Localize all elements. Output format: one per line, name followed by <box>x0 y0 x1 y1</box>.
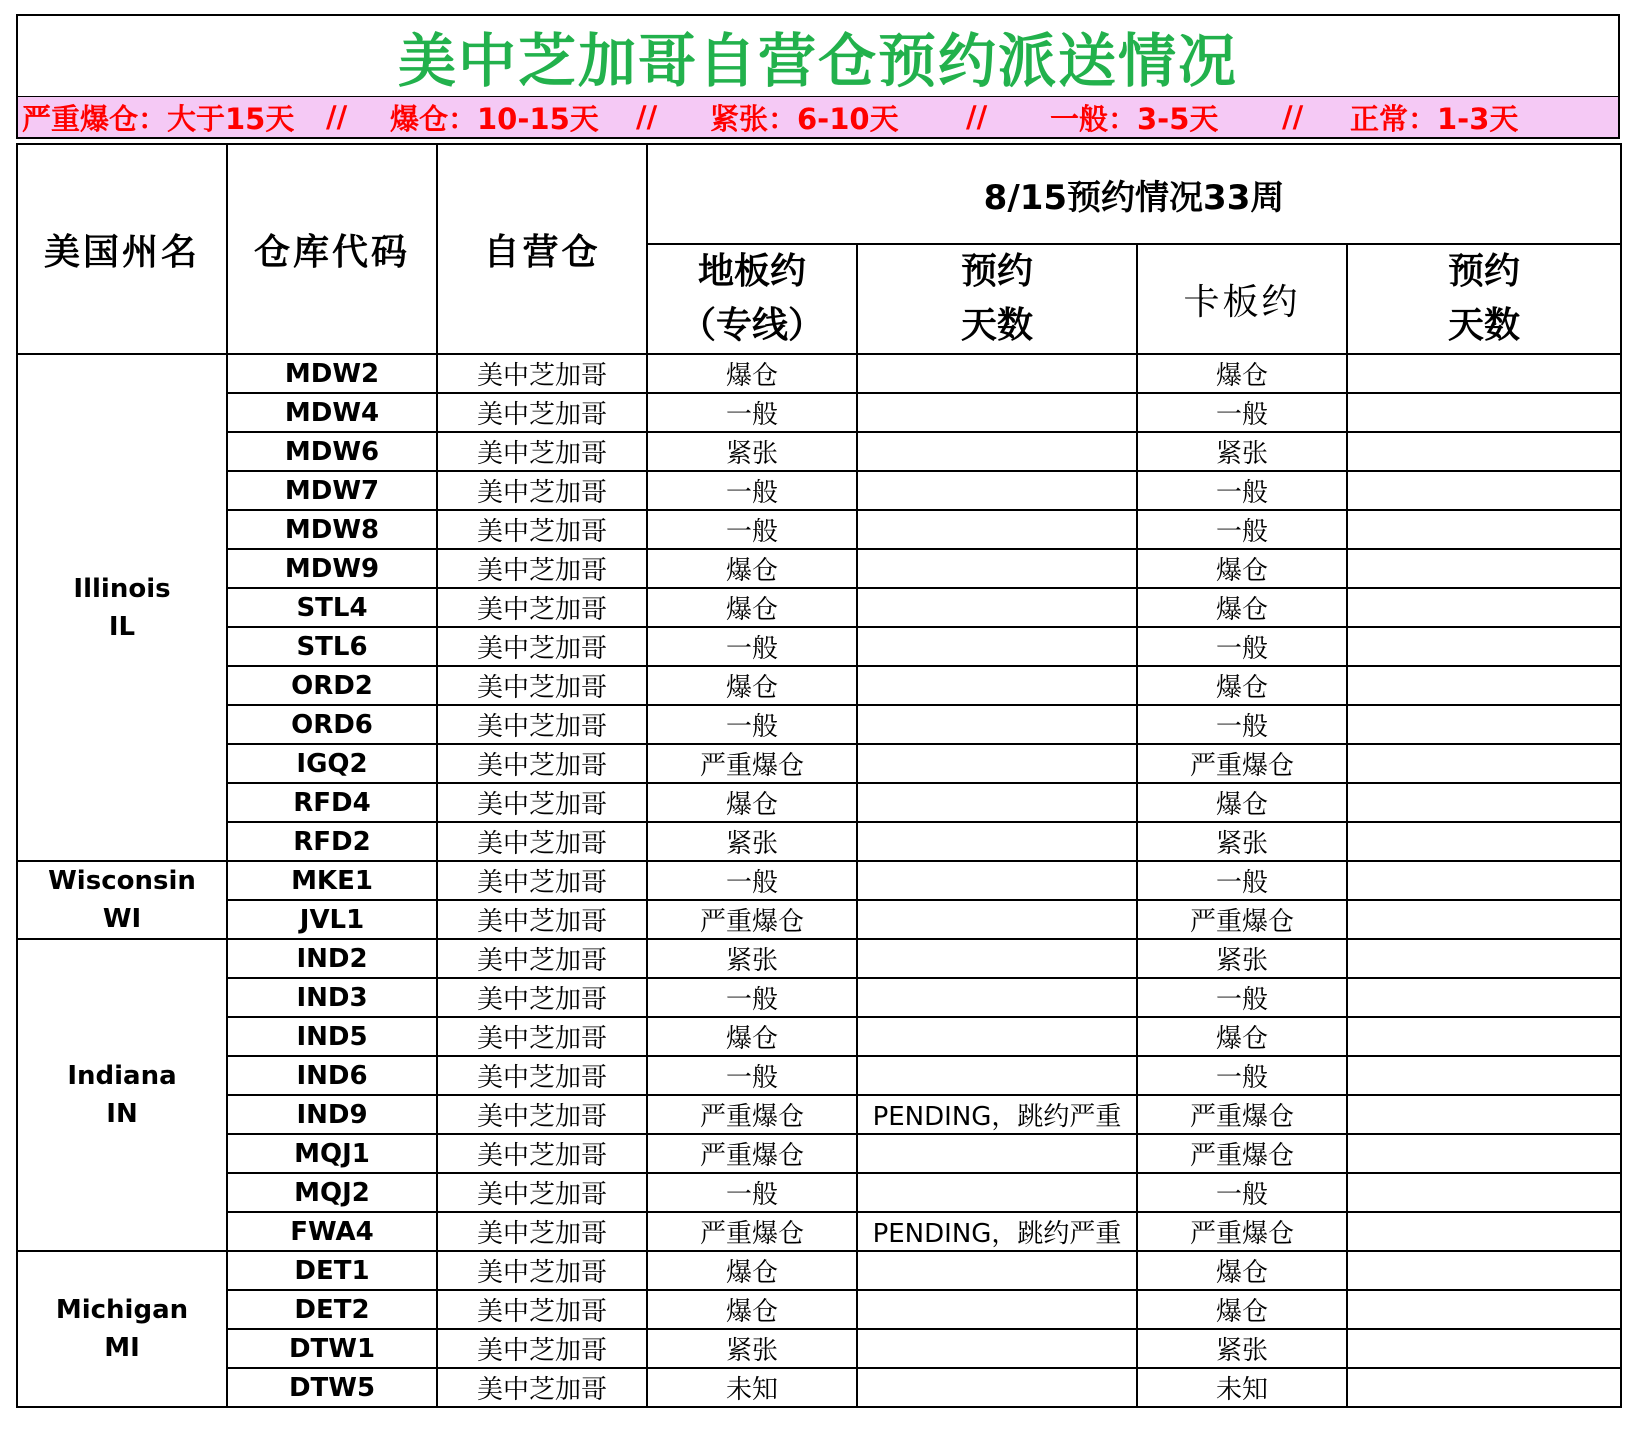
warehouse-code: DTW1 <box>227 1329 437 1368</box>
floor-status: 一般 <box>647 510 857 549</box>
floor-days <box>857 822 1137 861</box>
floor-days <box>857 1017 1137 1056</box>
pallet-status: 严重爆仓 <box>1137 1212 1347 1251</box>
legend-separator: // <box>966 100 988 134</box>
pallet-status: 严重爆仓 <box>1137 744 1347 783</box>
warehouse-code: MKE1 <box>227 861 437 900</box>
warehouse-name: 美中芝加哥 <box>437 549 647 588</box>
warehouse-name: 美中芝加哥 <box>437 1212 647 1251</box>
table-row <box>17 978 1621 1017</box>
warehouse-name: 美中芝加哥 <box>437 1251 647 1290</box>
legend-severe: 严重爆仓：大于15天 <box>22 101 295 136</box>
header-code: 仓库代码 <box>227 144 437 354</box>
floor-days <box>857 549 1137 588</box>
pallet-days <box>1347 744 1621 783</box>
pallet-days <box>1347 627 1621 666</box>
warehouse-name: 美中芝加哥 <box>437 705 647 744</box>
table-row <box>17 1251 1621 1290</box>
table-row <box>17 1290 1621 1329</box>
floor-days <box>857 1056 1137 1095</box>
table-row <box>17 666 1621 705</box>
pallet-days <box>1347 1017 1621 1056</box>
pallet-status: 紧张 <box>1137 822 1347 861</box>
warehouse-code: MDW7 <box>227 471 437 510</box>
warehouse-code: STL6 <box>227 627 437 666</box>
warehouse-code: MDW8 <box>227 510 437 549</box>
legend-separator: // <box>1282 100 1304 134</box>
pallet-days <box>1347 783 1621 822</box>
floor-days <box>857 1290 1137 1329</box>
warehouse-code: RFD4 <box>227 783 437 822</box>
warehouse-name: 美中芝加哥 <box>437 354 647 393</box>
table-row <box>17 783 1621 822</box>
floor-days <box>857 471 1137 510</box>
table-row <box>17 510 1621 549</box>
pallet-days <box>1347 588 1621 627</box>
legend-normal-load: 一般：3-5天 <box>1050 101 1219 136</box>
floor-days <box>857 861 1137 900</box>
warehouse-code: IND5 <box>227 1017 437 1056</box>
floor-status: 爆仓 <box>647 1251 857 1290</box>
warehouse-table <box>16 143 1622 1408</box>
warehouse-code: MDW6 <box>227 432 437 471</box>
floor-status: 严重爆仓 <box>647 1134 857 1173</box>
warehouse-code: RFD2 <box>227 822 437 861</box>
pallet-days <box>1347 1368 1621 1407</box>
pallet-days <box>1347 900 1621 939</box>
pallet-status: 爆仓 <box>1137 666 1347 705</box>
table-row <box>17 1095 1621 1134</box>
floor-days <box>857 705 1137 744</box>
pallet-days <box>1347 1056 1621 1095</box>
warehouse-name: 美中芝加哥 <box>437 1368 647 1407</box>
warehouse-code: ORD2 <box>227 666 437 705</box>
warehouse-name: 美中芝加哥 <box>437 666 647 705</box>
state-cell-in <box>17 939 227 1251</box>
header-floor-line2: （专线） <box>679 305 824 346</box>
pallet-status: 一般 <box>1137 510 1347 549</box>
table-row <box>17 822 1621 861</box>
warehouse-name: 美中芝加哥 <box>437 1290 647 1329</box>
warehouse-name: 美中芝加哥 <box>437 744 647 783</box>
pallet-status: 爆仓 <box>1137 1251 1347 1290</box>
warehouse-name: 美中芝加哥 <box>437 471 647 510</box>
floor-days <box>857 1329 1137 1368</box>
table-row <box>17 549 1621 588</box>
floor-days <box>857 510 1137 549</box>
pallet-status: 紧张 <box>1137 939 1347 978</box>
floor-days <box>857 354 1137 393</box>
header-days1-line1: 预约 <box>960 251 1033 292</box>
warehouse-name: 美中芝加哥 <box>437 1134 647 1173</box>
warehouse-code: MDW4 <box>227 393 437 432</box>
floor-days <box>857 1251 1137 1290</box>
table-row <box>17 354 1621 393</box>
state-name: Wisconsin <box>48 866 196 896</box>
pallet-status: 未知 <box>1137 1368 1347 1407</box>
floor-status: 一般 <box>647 861 857 900</box>
pallet-days <box>1347 705 1621 744</box>
pallet-status: 一般 <box>1137 861 1347 900</box>
pallet-status: 紧张 <box>1137 432 1347 471</box>
floor-status: 爆仓 <box>647 549 857 588</box>
warehouse-code: MDW9 <box>227 549 437 588</box>
pallet-status: 爆仓 <box>1137 549 1347 588</box>
legend-overloaded: 爆仓：10-15天 <box>390 101 599 136</box>
state-cell-wi <box>17 861 227 939</box>
header-days1-line2: 天数 <box>960 305 1033 346</box>
warehouse-code: DTW5 <box>227 1368 437 1407</box>
table-row <box>17 861 1621 900</box>
floor-status: 爆仓 <box>647 666 857 705</box>
pallet-days <box>1347 432 1621 471</box>
table-row <box>17 1329 1621 1368</box>
pallet-status: 爆仓 <box>1137 588 1347 627</box>
state-abbr: IN <box>106 1099 138 1129</box>
pallet-days <box>1347 393 1621 432</box>
warehouse-code: STL4 <box>227 588 437 627</box>
warehouse-code: ORD6 <box>227 705 437 744</box>
floor-days <box>857 1368 1137 1407</box>
floor-status: 一般 <box>647 393 857 432</box>
floor-days <box>857 744 1137 783</box>
warehouse-code: IND3 <box>227 978 437 1017</box>
header-days-2 <box>1347 244 1621 354</box>
state-name: Indiana <box>67 1061 177 1091</box>
floor-status: 一般 <box>647 627 857 666</box>
header-days-1 <box>857 244 1137 354</box>
floor-days <box>857 666 1137 705</box>
state-abbr: MI <box>104 1333 140 1363</box>
floor-status: 爆仓 <box>647 783 857 822</box>
pallet-days <box>1347 1212 1621 1251</box>
floor-days <box>857 939 1137 978</box>
warehouse-code: IND2 <box>227 939 437 978</box>
table-row <box>17 432 1621 471</box>
pallet-status: 严重爆仓 <box>1137 1095 1347 1134</box>
pallet-days <box>1347 1251 1621 1290</box>
pallet-days <box>1347 1290 1621 1329</box>
legend-separator: // <box>636 100 658 134</box>
warehouse-name: 美中芝加哥 <box>437 1017 647 1056</box>
warehouse-name: 美中芝加哥 <box>437 1173 647 1212</box>
pallet-status: 爆仓 <box>1137 1017 1347 1056</box>
floor-days <box>857 900 1137 939</box>
table-row <box>17 471 1621 510</box>
floor-status: 一般 <box>647 1173 857 1212</box>
table-row <box>17 1056 1621 1095</box>
pallet-days <box>1347 1329 1621 1368</box>
warehouse-name: 美中芝加哥 <box>437 783 647 822</box>
warehouse-name: 美中芝加哥 <box>437 627 647 666</box>
pallet-days <box>1347 1095 1621 1134</box>
pallet-status: 一般 <box>1137 1056 1347 1095</box>
floor-status: 严重爆仓 <box>647 1212 857 1251</box>
floor-days <box>857 432 1137 471</box>
floor-days <box>857 1134 1137 1173</box>
header-warehouse: 自营仓 <box>437 144 647 354</box>
table-row <box>17 1368 1621 1407</box>
legend-separator: // <box>326 100 348 134</box>
warehouse-code: JVL1 <box>227 900 437 939</box>
pallet-status: 一般 <box>1137 705 1347 744</box>
pallet-days <box>1347 939 1621 978</box>
table-row <box>17 1134 1621 1173</box>
floor-days <box>857 783 1137 822</box>
floor-status: 一般 <box>647 978 857 1017</box>
floor-days <box>857 1173 1137 1212</box>
pallet-days <box>1347 549 1621 588</box>
pallet-status: 一般 <box>1137 393 1347 432</box>
pallet-status: 爆仓 <box>1137 354 1347 393</box>
header-state: 美国州名 <box>17 144 227 354</box>
warehouse-code: DET2 <box>227 1290 437 1329</box>
header-days2-line1: 预约 <box>1448 251 1521 292</box>
pallet-status: 严重爆仓 <box>1137 1134 1347 1173</box>
table-row <box>17 744 1621 783</box>
warehouse-name: 美中芝加哥 <box>437 1095 647 1134</box>
pallet-status: 严重爆仓 <box>1137 900 1347 939</box>
page-title: 美中芝加哥自营仓预约派送情况 <box>16 14 1620 97</box>
floor-status: 紧张 <box>647 939 857 978</box>
floor-status: 爆仓 <box>647 1017 857 1056</box>
warehouse-name: 美中芝加哥 <box>437 588 647 627</box>
pallet-days <box>1347 978 1621 1017</box>
floor-status: 爆仓 <box>647 354 857 393</box>
pallet-days <box>1347 354 1621 393</box>
warehouse-name: 美中芝加哥 <box>437 822 647 861</box>
floor-status: 紧张 <box>647 1329 857 1368</box>
pallet-days <box>1347 1134 1621 1173</box>
floor-status: 紧张 <box>647 822 857 861</box>
status-legend <box>16 97 1620 139</box>
pallet-days <box>1347 666 1621 705</box>
table-row <box>17 900 1621 939</box>
table-row <box>17 939 1621 978</box>
pallet-days <box>1347 822 1621 861</box>
floor-status: 一般 <box>647 705 857 744</box>
warehouse-code: DET1 <box>227 1251 437 1290</box>
floor-status: 严重爆仓 <box>647 744 857 783</box>
warehouse-name: 美中芝加哥 <box>437 861 647 900</box>
floor-status: 一般 <box>647 471 857 510</box>
pallet-days <box>1347 1173 1621 1212</box>
table-row <box>17 393 1621 432</box>
warehouse-name: 美中芝加哥 <box>437 900 647 939</box>
pallet-days <box>1347 471 1621 510</box>
header-week: 8/15预约情况33周 <box>647 144 1621 244</box>
warehouse-name: 美中芝加哥 <box>437 432 647 471</box>
table-row <box>17 1017 1621 1056</box>
floor-status: 严重爆仓 <box>647 900 857 939</box>
floor-status: 一般 <box>647 1056 857 1095</box>
warehouse-name: 美中芝加哥 <box>437 1056 647 1095</box>
header-days2-line2: 天数 <box>1448 305 1521 346</box>
floor-status: 爆仓 <box>647 588 857 627</box>
header-pallet: 卡板约 <box>1137 244 1347 354</box>
pallet-status: 爆仓 <box>1137 783 1347 822</box>
floor-days <box>857 627 1137 666</box>
floor-status: 紧张 <box>647 432 857 471</box>
table-row <box>17 1212 1621 1251</box>
schedule-sheet <box>16 14 1620 1408</box>
table-row <box>17 588 1621 627</box>
table-row <box>17 627 1621 666</box>
warehouse-code: IND9 <box>227 1095 437 1134</box>
state-cell-il <box>17 354 227 861</box>
warehouse-name: 美中芝加哥 <box>437 1329 647 1368</box>
warehouse-name: 美中芝加哥 <box>437 510 647 549</box>
warehouse-code: FWA4 <box>227 1212 437 1251</box>
legend-normal: 正常：1-3天 <box>1350 101 1519 136</box>
table-row <box>17 1173 1621 1212</box>
warehouse-code: IGQ2 <box>227 744 437 783</box>
pallet-status: 一般 <box>1137 627 1347 666</box>
floor-status: 爆仓 <box>647 1290 857 1329</box>
warehouse-code: MQJ1 <box>227 1134 437 1173</box>
pallet-status: 爆仓 <box>1137 1290 1347 1329</box>
pallet-status: 一般 <box>1137 1173 1347 1212</box>
warehouse-code: MQJ2 <box>227 1173 437 1212</box>
table-row <box>17 705 1621 744</box>
floor-days <box>857 978 1137 1017</box>
warehouse-code: IND6 <box>227 1056 437 1095</box>
state-name: Michigan <box>55 1295 189 1325</box>
state-abbr: IL <box>108 611 136 642</box>
warehouse-name: 美中芝加哥 <box>437 939 647 978</box>
warehouse-name: 美中芝加哥 <box>437 393 647 432</box>
pallet-status: 紧张 <box>1137 1329 1347 1368</box>
state-cell-mi <box>17 1251 227 1407</box>
floor-days: PENDING，跳约严重 <box>857 1212 1137 1251</box>
warehouse-name: 美中芝加哥 <box>437 978 647 1017</box>
header-floor <box>647 244 857 354</box>
floor-days: PENDING，跳约严重 <box>857 1095 1137 1134</box>
pallet-days <box>1347 510 1621 549</box>
pallet-status: 一般 <box>1137 471 1347 510</box>
legend-tight: 紧张：6-10天 <box>710 101 899 136</box>
floor-status: 未知 <box>647 1368 857 1407</box>
floor-status: 严重爆仓 <box>647 1095 857 1134</box>
header-floor-line1: 地板约 <box>697 251 806 292</box>
pallet-days <box>1347 861 1621 900</box>
pallet-status: 一般 <box>1137 978 1347 1017</box>
state-abbr: WI <box>102 904 142 934</box>
floor-days <box>857 588 1137 627</box>
state-name: Illinois <box>73 573 171 604</box>
warehouse-code: MDW2 <box>227 354 437 393</box>
floor-days <box>857 393 1137 432</box>
